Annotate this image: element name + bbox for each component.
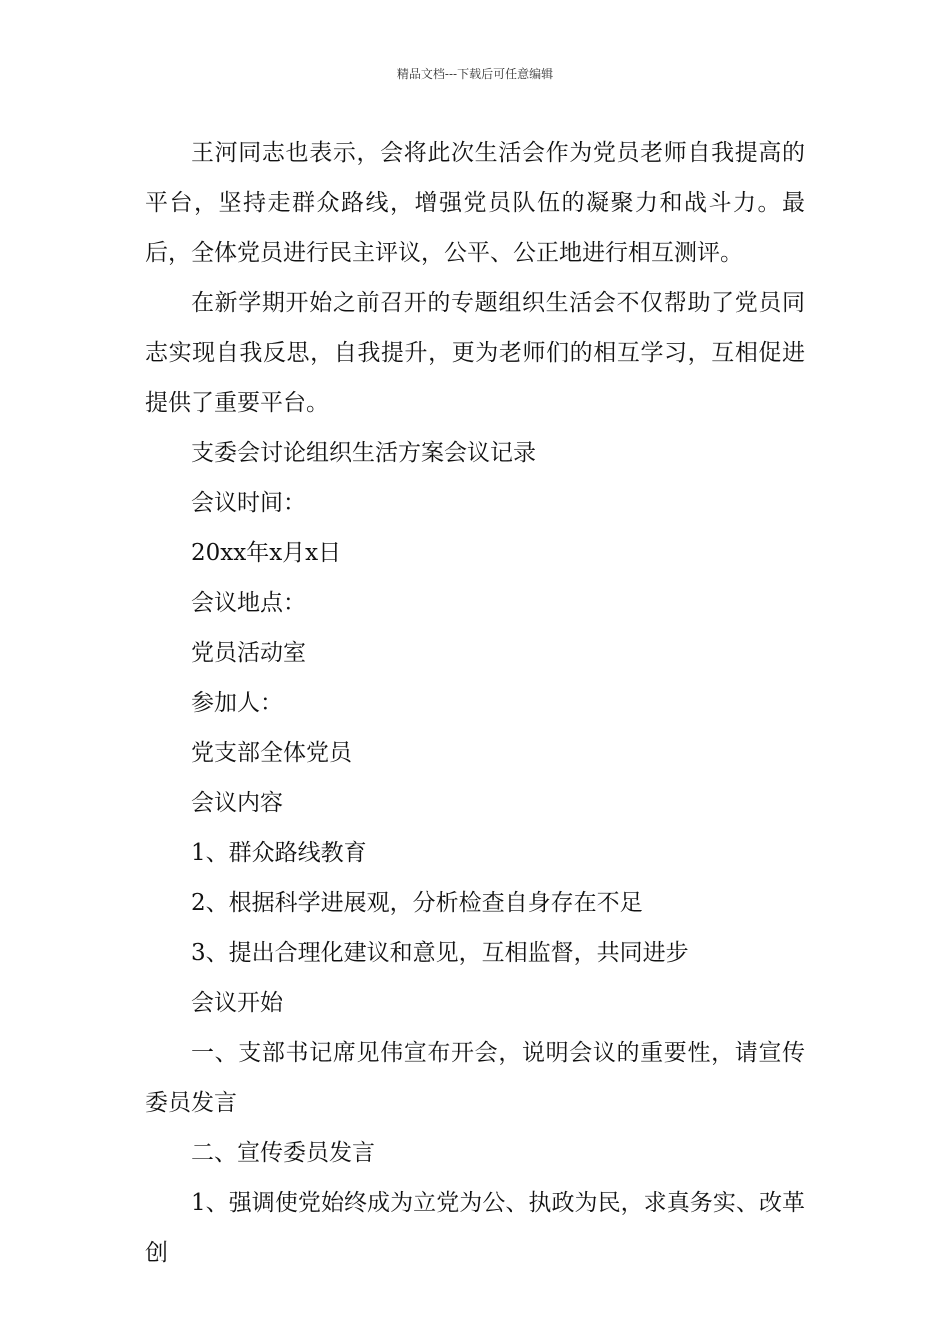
meeting-time-label: 会议时间： xyxy=(191,490,306,516)
page-header: 精品文档---下载后可任意编辑 xyxy=(396,67,554,81)
participants-value: 党支部全体党员 xyxy=(191,740,352,766)
meeting-time-value: 20xx年x月x日 xyxy=(191,540,342,566)
agenda-item-2: 二、宣传委员发言 xyxy=(191,1140,375,1166)
section-title: 支委会讨论组织生活方案会议记录 xyxy=(191,440,536,466)
meeting-place-value: 党员活动室 xyxy=(191,640,306,666)
content-item-2: 2、根据科学进展观，分析检查自身存在不足 xyxy=(191,890,643,916)
agenda-subitem-1: 1、强调使党始终成为立党为公、执政为民，求真务实、改革创 xyxy=(145,1190,805,1266)
paragraph-summary: 在新学期开始之前召开的专题组织生活会不仅帮助了党员同志实现自我反思，自我提升，更为老师们的相互学习，互相促进提供了重要平台。 xyxy=(145,290,805,416)
meeting-content-label: 会议内容 xyxy=(191,790,283,816)
paragraph-feedback: 王河同志也表示，会将此次生活会作为党员老师自我提高的平台，坚持走群众路线，增强党员队伍的凝聚力和战斗力。最后，全体党员进行民主评议，公平、公正地进行相互测评。 xyxy=(145,140,805,266)
document-body xyxy=(145,128,805,1278)
agenda-item-1: 一、支部书记席见伟宣布开会，说明会议的重要性，请宣传委员发言 xyxy=(145,1040,805,1116)
meeting-start-label: 会议开始 xyxy=(191,990,283,1016)
content-item-1: 1、群众路线教育 xyxy=(191,840,367,866)
content-item-3: 3、提出合理化建议和意见，互相监督，共同进步 xyxy=(191,940,689,966)
meeting-place-label: 会议地点： xyxy=(191,590,306,616)
participants-label: 参加人： xyxy=(191,690,283,716)
